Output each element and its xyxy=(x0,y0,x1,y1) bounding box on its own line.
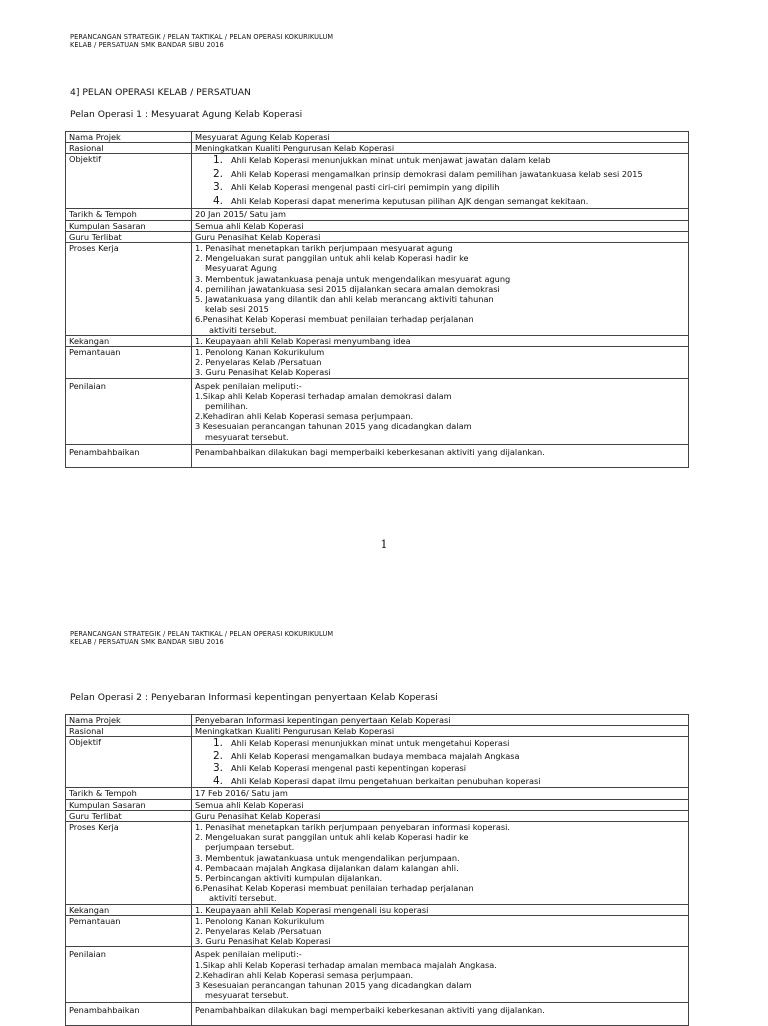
value-rasional: Meningkatkan Kualiti Pengurusan Kelab Koperasi xyxy=(192,726,689,737)
value-penilaian xyxy=(192,947,689,1003)
objective-item: 3. Ahli Kelab Koperasi mengenal pasti ciri-ciri pemimpin yang dipilih xyxy=(212,181,500,194)
label-objektif: Objektif xyxy=(66,737,192,788)
monitor-item: 1. Penolong Kanan Kokurikulum xyxy=(195,347,325,358)
value-tarikh: 17 Feb 2016/ Satu jam xyxy=(192,788,689,799)
plan-2-table xyxy=(65,714,689,1026)
evaluation-line: pemilihan. xyxy=(205,401,249,412)
value-rasional: Meningkatkan Kualiti Pengurusan Kelab Koperasi xyxy=(192,143,689,154)
process-step: aktiviti tersebut. xyxy=(209,893,277,904)
evaluation-line: Aspek penilaian meliputi:- xyxy=(195,949,302,960)
row-nama-projek xyxy=(66,132,689,143)
process-step: 4. pemilihan jawatankuasa sesi 2015 dijalankan secara amalan demokrasi xyxy=(195,283,500,294)
value-kekangan: 1. Keupayaan ahli Kelab Koperasi menyumbang idea xyxy=(192,335,689,346)
row-penilaian xyxy=(66,947,689,1003)
evaluation-line: 3 Kesesuaian perancangan tahunan 2015 yang dicadangkan dalam xyxy=(195,980,472,991)
value-penambahbaikan: Penambahbaikan dilakukan bagi memperbaiki keberkesanan aktiviti yang dijalankan. xyxy=(192,1003,689,1026)
evaluation-line: 3 Kesesuaian perancangan tahunan 2015 yang dicadangkan dalam xyxy=(195,421,472,432)
value-penambahbaikan: Penambahbaikan dilakukan bagi memperbaiki keberkesanan aktiviti yang dijalankan. xyxy=(192,444,689,467)
process-step: 2. Mengeluakan surat panggilan untuk ahli kelab Koperasi hadir ke xyxy=(195,832,469,843)
evaluation-line: 2.Kehadiran ahli Kelab Koperasi semasa perjumpaan. xyxy=(195,969,414,980)
process-step: 3. Membentuk jawatankuasa untuk mengendalikan perjumpaan. xyxy=(195,852,460,863)
label-tarikh: Tarikh & Tempoh xyxy=(66,788,192,799)
process-step: 5. Jawatankuasa yang dilantik dan ahli kelab merancang aktiviti tahunan xyxy=(195,294,494,305)
label-penambahbaikan: Penambahbaikan xyxy=(66,444,192,467)
value-guru: Guru Penasihat Kelab Koperasi xyxy=(192,810,689,821)
objective-item: 3. Ahli Kelab Koperasi mengenal pasti kepentingan koperasi xyxy=(212,762,467,775)
label-penambahbaikan: Penambahbaikan xyxy=(66,1003,192,1026)
label-pemantauan: Pemantauan xyxy=(66,347,192,379)
process-step: 1. Penasihat menetapkan tarikh perjumpaan penyebaran informasi koperasi. xyxy=(195,822,511,833)
evaluation-line: Aspek penilaian meliputi:- xyxy=(195,380,302,391)
row-guru xyxy=(66,231,689,242)
row-penilaian xyxy=(66,378,689,444)
row-pemantauan xyxy=(66,915,689,947)
label-rasional: Rasional xyxy=(66,726,192,737)
objective-item: 2. Ahli Kelab Koperasi mengamalkan prinsip demokrasi dalam pemilihan jawatankuasa kelab sesi 2015 xyxy=(212,167,643,180)
process-step: Mesyuarat Agung xyxy=(205,263,277,274)
row-kumpulan xyxy=(66,799,689,810)
value-proses xyxy=(192,822,689,905)
label-rasional: Rasional xyxy=(66,143,192,154)
label-guru: Guru Terlibat xyxy=(66,810,192,821)
evaluation-line: 2.Kehadiran ahli Kelab Koperasi semasa perjumpaan. xyxy=(195,411,414,422)
label-nama-projek: Nama Projek xyxy=(66,132,192,143)
objective-item: 1. Ahli Kelab Koperasi menunjukkan minat untuk menjawat jawatan dalam kelab xyxy=(212,154,551,167)
process-step: 5. Perbincangan aktiviti kumpulan dijalankan. xyxy=(195,873,383,884)
row-rasional xyxy=(66,726,689,737)
monitor-item: 2. Penyelaras Kelab /Persatuan xyxy=(195,357,322,368)
plan-1-table xyxy=(65,131,689,468)
label-pemantauan: Pemantauan xyxy=(66,915,192,947)
objective-item: 2. Ahli Kelab Koperasi mengamalkan budaya membaca majalah Angkasa xyxy=(212,749,520,762)
header-line-1: PERANCANGAN STRATEGIK / PELAN TAKTIKAL / PELAN OPERASI KOKURIKULUM xyxy=(70,630,334,638)
process-step: perjumpaan tersebut. xyxy=(205,842,295,853)
row-tarikh xyxy=(66,788,689,799)
plan-1-title: Pelan Operasi 1 : Mesyuarat Agung Kelab Koperasi xyxy=(70,109,303,120)
value-kumpulan: Semua ahli Kelab Koperasi xyxy=(192,220,689,231)
label-kumpulan: Kumpulan Sasaran xyxy=(66,220,192,231)
row-kumpulan xyxy=(66,220,689,231)
evaluation-line: mesyuarat tersebut. xyxy=(205,990,289,1001)
header-line-2: KELAB / PERSATUAN SMK BANDAR SIBU 2016 xyxy=(70,638,224,646)
row-objektif xyxy=(66,737,689,788)
row-proses xyxy=(66,822,689,905)
label-nama-projek: Nama Projek xyxy=(66,715,192,726)
process-step: 1. Penasihat menetapkan tarikh perjumpaan mesyuarat agung xyxy=(195,243,453,254)
process-step: 6.Penasihat Kelab Koperasi membuat penilaian terhadap perjalanan xyxy=(195,314,474,325)
page-header xyxy=(70,630,333,646)
process-step: 2. Mengeluakan surat panggilan untuk ahli kelab Koperasi hadir ke xyxy=(195,253,469,264)
row-nama-projek xyxy=(66,715,689,726)
value-proses xyxy=(192,243,689,336)
value-penilaian xyxy=(192,378,689,444)
objective-item: 1. Ahli Kelab Koperasi menunjukkan minat untuk mengetahui Koperasi xyxy=(212,737,510,750)
row-guru xyxy=(66,810,689,821)
value-objektif xyxy=(192,154,689,209)
row-kekangan xyxy=(66,904,689,915)
objective-item: 4. Ahli Kelab Koperasi dapat menerima keputusan pilihan AJK dengan semangat kekitaan. xyxy=(212,194,589,207)
header-line-2: KELAB / PERSATUAN SMK BANDAR SIBU 2016 xyxy=(70,41,224,49)
value-objektif xyxy=(192,737,689,788)
row-pemantauan xyxy=(66,347,689,379)
plan-2-title: Pelan Operasi 2 : Penyebaran Informasi kepentingan penyertaan Kelab Koperasi xyxy=(70,692,438,703)
label-objektif: Objektif xyxy=(66,154,192,209)
label-guru: Guru Terlibat xyxy=(66,231,192,242)
page-number: 1 xyxy=(380,538,388,551)
value-tarikh: 20 Jan 2015/ Satu jam xyxy=(192,209,689,220)
label-penilaian: Penilaian xyxy=(66,378,192,444)
label-penilaian: Penilaian xyxy=(66,947,192,1003)
row-penambahbaikan xyxy=(66,444,689,467)
value-nama-projek: Penyebaran Informasi kepentingan penyertaan Kelab Koperasi xyxy=(192,715,689,726)
label-kekangan: Kekangan xyxy=(66,904,192,915)
header-line-1: PERANCANGAN STRATEGIK / PELAN TAKTIKAL / PELAN OPERASI KOKURIKULUM xyxy=(70,33,334,41)
process-step: 6.Penasihat Kelab Koperasi membuat penilaian terhadap perjalanan xyxy=(195,883,474,894)
monitor-item: 3. Guru Penasihat Kelab Koperasi xyxy=(195,936,331,947)
value-pemantauan xyxy=(192,347,689,379)
label-proses: Proses Kerja xyxy=(66,243,192,336)
evaluation-line: 1.Sikap ahli Kelab Koperasi terhadap amalan demokrasi dalam xyxy=(195,390,452,401)
process-step: aktiviti tersebut. xyxy=(209,324,277,335)
value-pemantauan xyxy=(192,915,689,947)
monitor-item: 2. Penyelaras Kelab /Persatuan xyxy=(195,926,322,937)
row-rasional xyxy=(66,143,689,154)
label-tarikh: Tarikh & Tempoh xyxy=(66,209,192,220)
process-step: 4. Pembacaan majalah Angkasa dijalankan dalam kalangan ahli. xyxy=(195,862,459,873)
row-tarikh xyxy=(66,209,689,220)
process-step: kelab sesi 2015 xyxy=(205,304,269,315)
value-nama-projek: Mesyuarat Agung Kelab Koperasi xyxy=(192,132,689,143)
row-objektif xyxy=(66,154,689,209)
value-kekangan: 1. Keupayaan ahli Kelab Koperasi mengenali isu koperasi xyxy=(192,904,689,915)
value-guru: Guru Penasihat Kelab Koperasi xyxy=(192,231,689,242)
label-kumpulan: Kumpulan Sasaran xyxy=(66,799,192,810)
label-proses: Proses Kerja xyxy=(66,822,192,905)
value-kumpulan: Semua ahli Kelab Koperasi xyxy=(192,799,689,810)
process-step: 3. Membentuk jawatankuasa penaja untuk mengendalikan mesyuarat agung xyxy=(195,273,511,284)
row-penambahbaikan xyxy=(66,1003,689,1026)
section-title: 4] PELAN OPERASI KELAB / PERSATUAN xyxy=(70,87,251,98)
row-kekangan xyxy=(66,335,689,346)
monitor-item: 3. Guru Penasihat Kelab Koperasi xyxy=(195,367,331,378)
row-proses xyxy=(66,243,689,336)
objective-item: 4. Ahli Kelab Koperasi dapat ilmu pengetahuan berkaitan penubuhan koperasi xyxy=(212,774,541,787)
evaluation-line: mesyuarat tersebut. xyxy=(205,431,289,442)
evaluation-line: 1.Sikap ahli Kelab Koperasi terhadap amalan membaca majalah Angkasa. xyxy=(195,959,497,970)
label-kekangan: Kekangan xyxy=(66,335,192,346)
monitor-item: 1. Penolong Kanan Kokurikulum xyxy=(195,915,325,926)
page-header xyxy=(70,33,333,49)
